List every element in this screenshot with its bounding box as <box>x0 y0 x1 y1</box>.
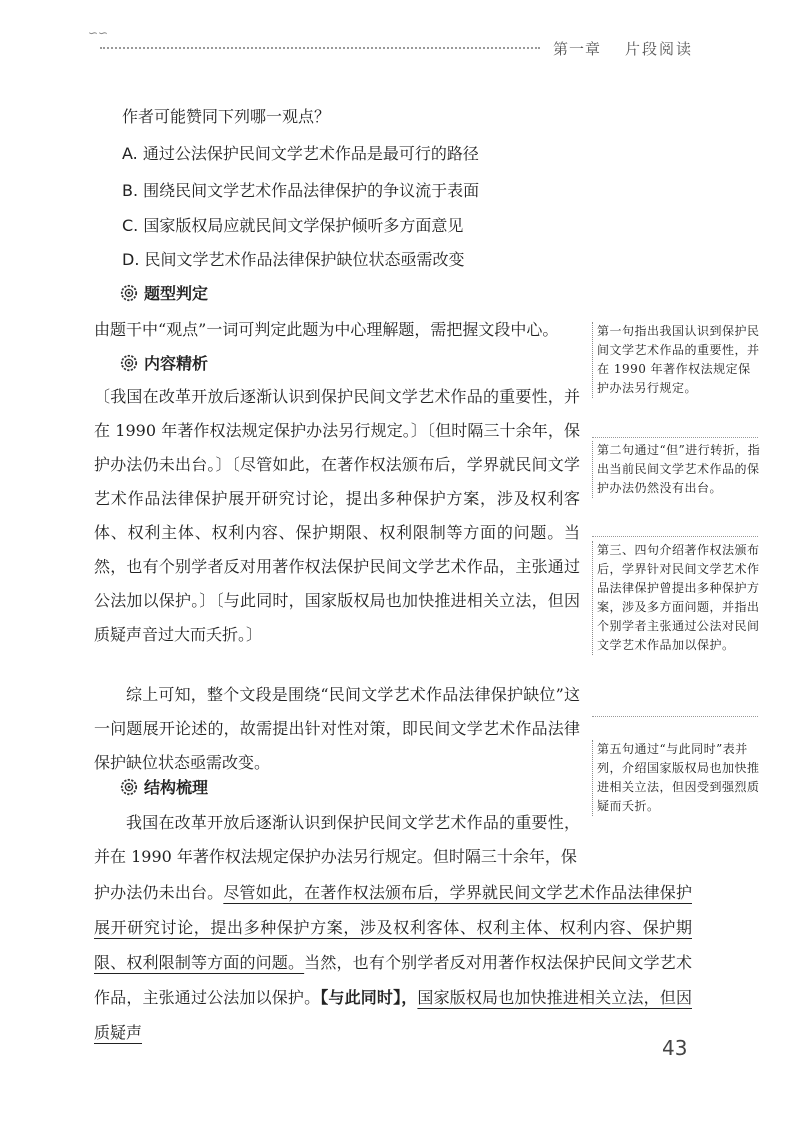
side-note-2: 第二句通过“但”进行转折，指出当前民间文学艺术作品的保护办法仍然没有出台。 <box>592 441 763 498</box>
underlined-text: 尽管如此，在著作权法颁布后，学界就民间文学艺术作品法律保护展开研究讨论，提出多种保护方案，涉及权利客体、权利主体、权利内容、保护期限、权利限制等方面的问题。 <box>94 883 692 972</box>
analysis-heading-label: 内容精析 <box>144 354 209 373</box>
type-heading <box>120 281 208 304</box>
bracket-marker: 【与此同时】， <box>320 988 418 1007</box>
header-chapter: 第一章 <box>553 40 602 58</box>
structure-paragraph-1: 我国在改革开放后逐渐认识到保护民间文学艺术作品的重要性，并在 1990 年著作权法规定保护办法另行规定。但时隔三十余年，保 <box>94 813 580 866</box>
type-text: 由题干中“观点”一词可判定此题为中心理解题，需把握文段中心。 <box>94 320 559 339</box>
analysis-text: 〔我国在改革开放后逐渐认识到保护民间文学艺术作品的重要性，并在 1990 年著作权法规定保护办法另行规定。〕〔但时隔三十余年，保护办法仍未出台。〕〔尽管如此，在著作权法颁布后，学界就民间文学艺术作品法律保护展开研究讨论，提出多种保护方案，涉及权利客体、权利主体、权利内容、保护期限、权利限制等方面的问题。当然，也有个别学者反对用著作权法保护民间文学艺术作品，主张通过公法加以保护。〕〔与此同时，国家版权局也加快推进相关立法，但因质疑声音过大而夭折。〕 <box>94 387 580 644</box>
page-number: 43 <box>662 1036 688 1060</box>
question-stem: 作者可能赞同下列哪一观点？ <box>122 107 331 126</box>
header-section: 片段阅读 <box>625 40 694 58</box>
analysis-heading <box>120 351 208 374</box>
structure-text: 当然，也有个别学者反对用著作权法保护民间文学艺术作品，主张通过公法加以保护。 <box>94 953 692 1007</box>
structure-paragraph-2 <box>94 875 692 1050</box>
option-c: C. 国家版权局应就民间文学保护倾听多方面意见 <box>122 216 464 235</box>
header-logo: ∽∽ <box>88 26 109 40</box>
structure-heading-label: 结构梳理 <box>144 778 209 797</box>
header-rule <box>100 47 540 49</box>
gear-icon <box>120 354 138 372</box>
option-d: D. 民间文学艺术作品法律保护缺位状态亟需改变 <box>122 250 465 269</box>
gear-icon <box>120 284 138 302</box>
option-a: A. 通过公法保护民间文学艺术作品是最可行的路径 <box>122 144 479 163</box>
note-divider <box>592 437 758 438</box>
side-note-4: 第五句通过“与此同时”表并列，介绍国家版权局也加快推进相关立法，但因受到强烈质疑而夭折。 <box>592 740 763 816</box>
side-note-1: 第一句指出我国认识到保护民间文学艺术作品的重要性，并在 1990 年著作权法规定保护办法另行规定。 <box>592 322 763 398</box>
note-divider <box>592 716 758 717</box>
underlined-text: 国家版权局也加快推进相关立法，但因质疑声 <box>94 988 692 1042</box>
type-heading-label: 题型判定 <box>144 284 209 303</box>
note-divider <box>592 536 758 537</box>
gear-icon <box>120 778 138 796</box>
structure-heading <box>120 775 208 798</box>
summary-text: 综上可知，整个文段是围绕“民间文学艺术作品法律保护缺位”这一问题展开论述的，故需提出针对性对策，即民间文学艺术作品法律保护缺位状态亟需改变。 <box>94 685 580 772</box>
structure-text: 护办法仍未出台。 <box>94 883 224 902</box>
side-note-3: 第三、四句介绍著作权法颁布后，学界针对民间文学艺术作品法律保护曾提出多种保护方案，涉及多方面问题，并指出个别学者主张通过公法对民间文学艺术作品加以保护。 <box>592 541 763 655</box>
option-b: B. 围绕民间文学艺术作品法律保护的争议流于表面 <box>122 181 480 200</box>
